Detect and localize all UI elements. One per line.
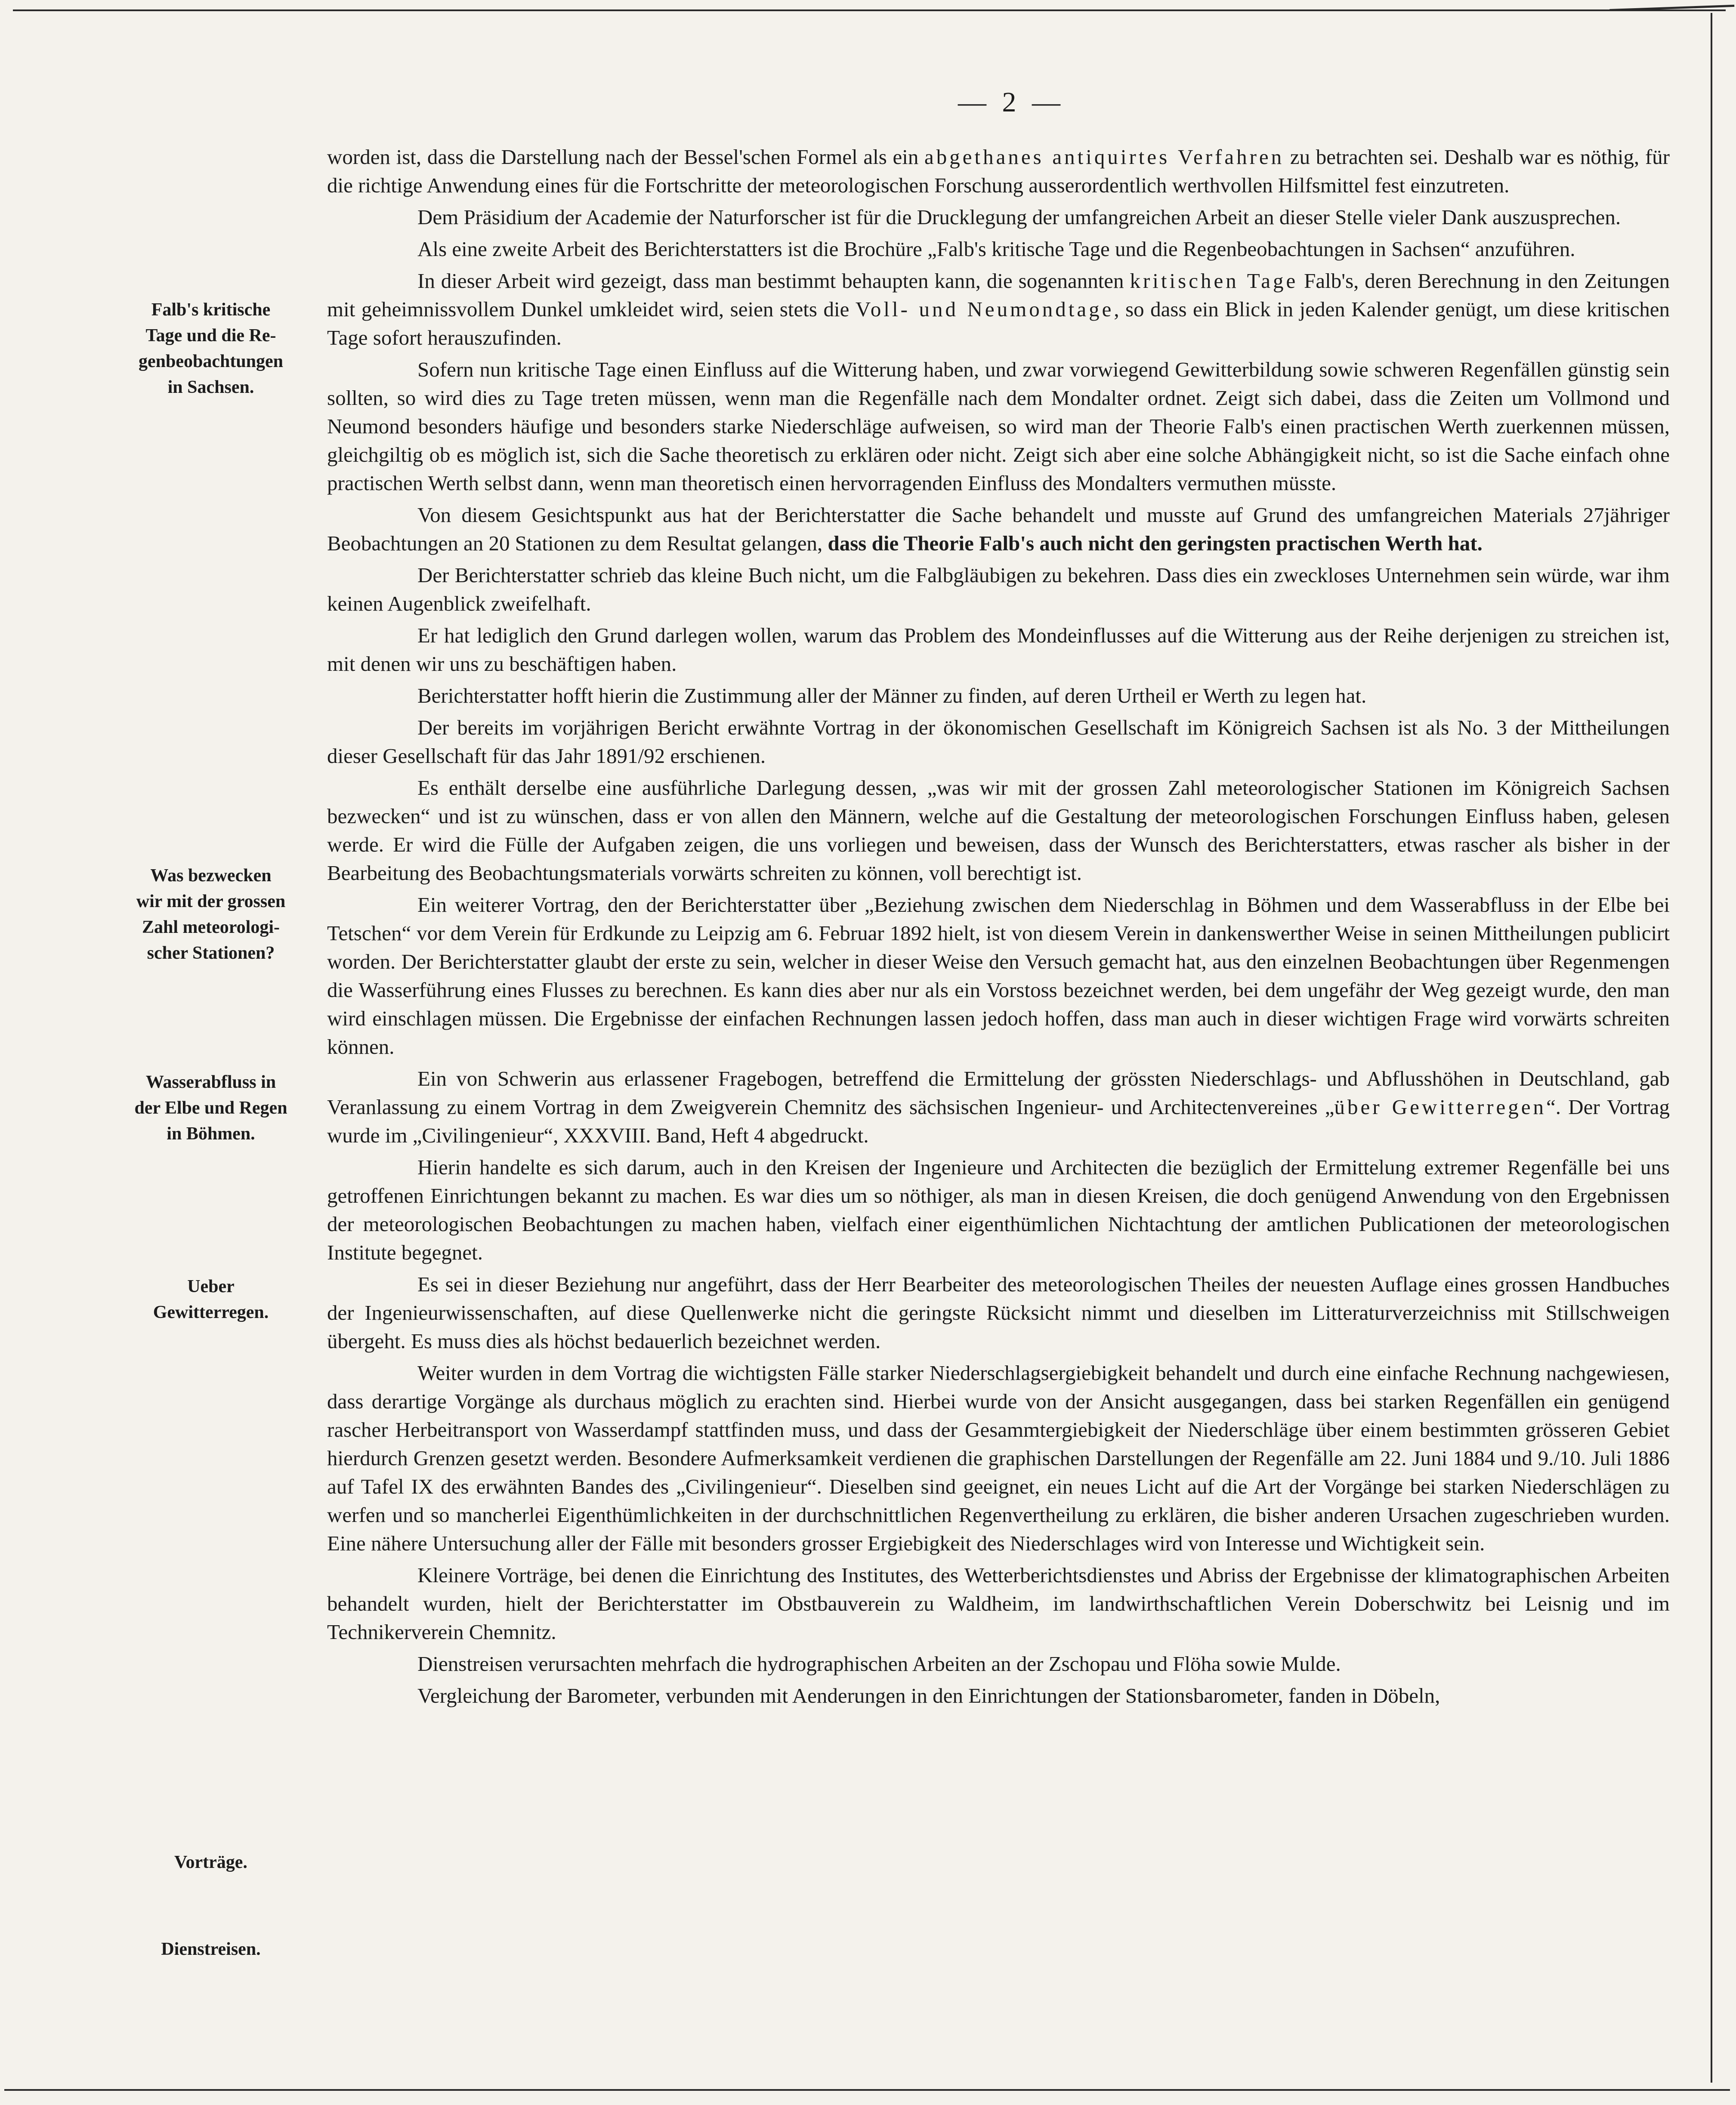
margin-note-gewitterregen: Ueber Gewitterregen. — [153, 1277, 269, 1322]
page-number: — 2 — — [958, 86, 1065, 118]
spaced-emphasis: kritischen Tage — [1130, 269, 1298, 293]
paragraph: Von diesem Gesichtspunkt aus hat der Berichterstatter die Sache behandelt und musste auf Grund des umfangreichen Materials 27jähriger Beobachtungen an 20 Stationen zu dem Resultat gelangen, dass die Theorie Falb's auch nicht den geringsten practischen Werth hat. — [327, 503, 1670, 555]
paragraph: Sofern nun kritische Tage einen Einfluss auf die Witterung haben, und zwar vorwiegend Gewitterbildung sowie schweren Regenfällen günstig sein sollten, so wird dies zu Tage treten müssen, wenn man die Regenfälle nach dem Mondalter ordnet. Zeigt sich dabei, dass die Zeiten um Vollmond und Neumond besonders häufige und besonders starke Niederschläge aufweisen, so wird man der Theorie Falb's einen practischen Werth zuerkennen müssen, gleichgiltig ob es möglich ist, sich die Sache theoretisch zu erklären oder nicht. Zeigt sich aber eine solche Abhängigkeit nicht, so ist die Sache einfach ohne practischen Werth selbst dann, wenn man theoretisch einen hervorragenden Einfluss des Mondalters vermuthen müsste. — [327, 358, 1670, 495]
top-border-rule — [13, 9, 1726, 11]
paragraph: Dienstreisen verursachten mehrfach die hydrographischen Arbeiten an der Zschopau und Flöha sowie Mulde. — [417, 1652, 1341, 1676]
paragraph: worden ist, dass die Darstellung nach der Bessel'schen Formel als ein abgethanes antiquirtes Verfahren zu betrachten sei. Deshalb war es nöthig, für die richtige Anwendung eines für die Fortschritte der meteorologischen Forschung ausserordentlich werthvollen Hilfsmittel fest einzutreten. — [327, 145, 1670, 197]
margin-note-dienstreisen: Dienstreisen. — [161, 1939, 261, 1959]
paragraph: Dem Präsidium der Academie der Naturforscher ist für die Drucklegung der umfangreichen Arbeit an dieser Stelle vieler Dank auszusprechen. — [417, 205, 1621, 229]
paragraph: Es sei in dieser Beziehung nur angeführt, dass der Herr Bearbeiter des meteorologischen Theiles der neuesten Auflage eines grossen Handbuches der Ingenieurwissenschaften, auf diese Quellenwerke nicht die geringste Rücksicht nimmt und dieselben im Litteraturverzeichniss mit Stillschweigen übergeht. Es muss dies als höchst bedauerlich bezeichnet werden. — [327, 1272, 1670, 1353]
margin-note-vortraege: Vorträge. — [174, 1852, 247, 1872]
margin-note-falb: Falb's kritische Tage und die Re- genbeobachtungen in Sachsen. — [138, 300, 284, 397]
spaced-emphasis: abgethanes antiquirtes Verfahren — [924, 145, 1285, 169]
right-border-rule — [1711, 13, 1712, 2083]
paragraph: Es enthält derselbe eine ausführliche Darlegung dessen, „was wir mit der grossen Zahl meteorologischer Stationen im Königreich Sachsen bezwecken“ und ist zu wünschen, dass er von allen den Männern, welche auf die Gestaltung der meteorologischen Forschungen Einfluss haben, gelesen werde. Er wird die Fülle der Aufgaben zeigen, die uns vorliegen und beweisen, dass der Wunsch des Berichterstatters, etwas rascher als bisher in der Bearbeitung des Beobachtungsmaterials vorwärts schreiten zu können, voll berechtigt ist. — [327, 776, 1670, 885]
paragraph: Vergleichung der Barometer, verbunden mit Aenderungen in den Einrichtungen der Stationsbarometer, fanden in Döbeln, — [417, 1684, 1440, 1707]
spaced-emphasis: Voll- und Neumondtage — [855, 297, 1114, 321]
paragraph: Hierin handelte es sich darum, auch in den Kreisen der Ingenieure und Architecten die bezüglich der Ermittelung extremer Regenfälle bei uns getroffenen Einrichtungen bekannt zu machen. Es war dies um so nöthiger, als man in diesen Kreisen, die doch genügend Anwendung von den Ergebnissen der meteorologischen Beobachtungen zu machen haben, vielfach einer eigenthümlichen Nichtachtung der amtlichen Publicationen der meteorologischen Institute begegnet. — [327, 1155, 1670, 1264]
margin-note-wasserabfluss: Wasserabfluss in der Elbe und Regen in Böhmen. — [134, 1072, 287, 1144]
body-text — [327, 143, 1670, 1713]
paragraph: Weiter wurden in dem Vortrag die wichtigsten Fälle starker Niederschlagsergiebigkeit behandelt und durch eine einfache Rechnung nachgewiesen, dass derartige Vorgänge als durchaus möglich zu erachten sind. Hierbei wurde von der Ansicht ausgegangen, dass bei starken Regenfällen ein genügend rascher Herbeitransport von Wasserdampf stattfinden muss, und dass der Gesammtergiebigkeit der Niederschläge über einem bestimmten grösseren Gebiet hierdurch Grenzen gesetzt werden. Besondere Aufmerksamkeit verdienen die graphischen Darstellungen der Regenfälle am 22. Juni 1884 und 9./10. Juli 1886 auf Tafel IX des erwähnten Bandes des „Civilingenieur“. Dieselben sind geeignet, ein neues Licht auf die Art der Vorgänge bei starken Niederschlägen zu werfen und so mancherlei Eigenthümlichkeiten in der durchschnittlichen Regenvertheilung zu erklären, die bisher anderen Ursachen zugeschrieben wurden. Eine nähere Untersuchung aller der Fälle mit besonders grosser Ergiebigkeit des Niederschlages wird von Interesse und Wichtigkeit sein. — [327, 1361, 1670, 1555]
paragraph: Kleinere Vorträge, bei denen die Einrichtung des Institutes, des Wetterberichtsdienstes und Abriss der Ergebnisse der klimatographischen Arbeiten behandelt wurden, hielt der Berichterstatter im Obstbauverein zu Waldheim, im landwirthschaftlichen Verein Doberschwitz bei Leisnig und im Technikerverein Chemnitz. — [327, 1563, 1670, 1644]
paragraph: Ein von Schwerin aus erlassener Fragebogen, betreffend die Ermittelung der grössten Niederschlags- und Abflusshöhen in Deutschland, gab Veranlassung zu einem Vortrag in dem Zweigverein Chemnitz des sächsischen Ingenieur- und Architectenvereines „über Gewitterregen“. Der Vortrag wurde im „Civilingenieur“, XXXVIII. Band, Heft 4 abgedruckt. — [327, 1067, 1670, 1147]
paragraph: Der bereits im vorjährigen Bericht erwähnte Vortrag in der ökonomischen Gesellschaft im Königreich Sachsen ist als No. 3 der Mittheilungen dieser Gesellschaft für das Jahr 1891/92 erschienen. — [327, 716, 1670, 768]
paragraph: Berichterstatter hofft hierin die Zustimmung aller der Männer zu finden, auf deren Urtheil er Werth zu legen hat. — [417, 684, 1367, 707]
paragraph: In dieser Arbeit wird gezeigt, dass man bestimmt behaupten kann, die sogenannten kritischen Tage Falb's, deren Berechnung in den Zeitungen mit geheimnissvollem Dunkel umkleidet wird, seien stets die Voll- und Neumondtage, so dass ein Blick in jeden Kalender genügt, um diese kritischen Tage sofort herauszufinden. — [327, 269, 1670, 349]
paragraph: Der Berichterstatter schrieb das kleine Buch nicht, um die Falbgläubigen zu bekehren. Dass dies ein zweckloses Unternehmen sein würde, war ihm keinen Augenblick zweifelhaft. — [327, 563, 1670, 615]
paragraph: Als eine zweite Arbeit des Berichterstatters ist die Brochüre „Falb's kritische Tage und die Regenbeobachtungen in Sachsen“ anzuführen. — [417, 237, 1575, 261]
bottom-border-rule — [4, 2089, 1730, 2091]
margin-note-bezwecken: Was bezwecken wir mit der grossen Zahl meteorologi- scher Stationen? — [136, 866, 286, 963]
bold-emphasis: dass die Theorie Falb's auch nicht den geringsten practischen Werth hat. — [828, 531, 1483, 555]
paragraph: Ein weiterer Vortrag, den der Berichterstatter über „Beziehung zwischen dem Niederschlag in Böhmen und dem Wasserabfluss in der Elbe bei Tetschen“ vor dem Verein für Erdkunde zu Leipzig am 6. Februar 1892 hielt, ist von diesem Verein in dankenswerther Weise in seinen Mittheilungen publicirt worden. Der Berichterstatter glaubt der erste zu sein, welcher in dieser Weise den Versuch gemacht hat, aus den einzelnen Beobachtungen über Regenmengen die Wasserführung eines Flusses zu berechnen. Es kann dies aber nur als ein Vorstoss bezeichnet werden, bei dem ungefähr der Weg gezeigt wurde, den man wird einschlagen müssen. Die Ergebnisse der einfachen Rechnungen lassen jedoch hoffen, dass man auch in dieser wichtigen Frage wird vorwärts schreiten können. — [327, 893, 1670, 1059]
spaced-emphasis: über Gewitterregen — [1334, 1095, 1546, 1119]
paragraph: Er hat lediglich den Grund darlegen wollen, warum das Problem des Mondeinflusses auf die Witterung aus der Reihe derjenigen zu streichen ist, mit denen wir uns zu beschäftigen haben. — [327, 623, 1670, 676]
